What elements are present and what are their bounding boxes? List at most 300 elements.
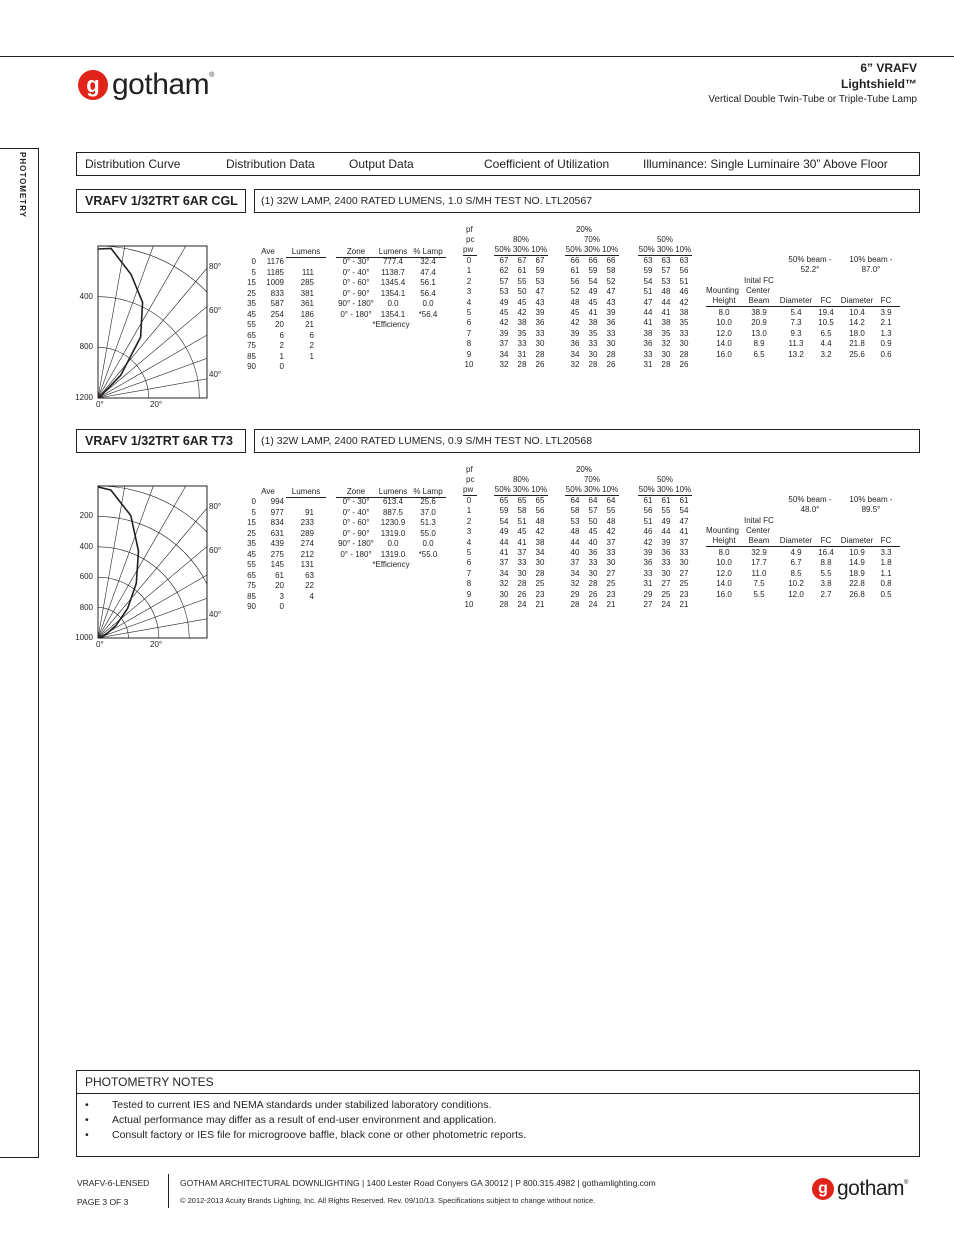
tab-distribution-data: Distribution Data [226,157,315,171]
cu-value: 47 [606,287,616,297]
cu-rcr: 9 [466,589,472,599]
cu-rcr: 4 [466,297,472,307]
illum-value: 10.9 [849,548,865,557]
dist-lumens: 22 [305,581,314,590]
cu-value: 51 [517,516,527,526]
cu-value: 62 [499,266,509,276]
cu-value: 28 [679,349,689,359]
cu-rcr: 3 [466,527,472,537]
output-header-zone: Zone [336,247,376,258]
cu-value: 27 [643,600,653,609]
cu-value: 39 [643,548,653,557]
cu-pw-label: pw [463,485,477,496]
cu-value: 41 [679,527,689,537]
radial-label: 800 [79,602,93,612]
beam-label: Beam [748,296,770,305]
dist-angle: 85 [247,351,256,361]
cu-value: 55 [661,506,671,516]
output-lamp: 37.0 [420,507,436,517]
cu-value: 58 [570,506,580,516]
model-name: VRAFV 1/32TRT 6AR T73 [85,434,233,448]
dist-header-lumens: Lumens [286,247,326,258]
output-lumens: 0.0 [387,299,399,308]
cu-value: 30 [535,339,545,349]
illum-value: 2.1 [880,318,892,328]
logo-wordmark: gotham [837,1177,905,1200]
cu-value: 57 [661,266,671,276]
cu-value: 26 [588,589,598,599]
cu-value: 57 [588,506,598,516]
cu-value: 39 [535,308,545,317]
product-title-line2: Lightshield™ [841,77,917,91]
initial-fc-label: Inital FC [744,276,774,285]
cu-value: 66 [570,256,580,265]
beam10-label: 10% beam - [849,255,893,264]
cu-value: 28 [588,579,598,589]
cu-value: 30 [679,558,689,568]
illum-value: 10.2 [788,579,804,589]
cu-value: 37 [499,339,509,349]
cu-rcr: 7 [466,328,472,338]
grid-ray [98,427,220,638]
dist-candela: 20 [275,320,284,329]
radial-label: 400 [79,291,93,301]
logo-icon: g [812,1178,834,1200]
cu-rcr: 2 [466,516,472,526]
cu-value: 41 [588,308,598,317]
cu-value: 56 [570,276,580,286]
cu-value: 38 [661,318,671,328]
cu-rcr: 3 [466,287,472,297]
dist-candela: 3 [279,591,284,601]
cu-value: 28 [517,360,527,369]
note-text: Actual performance may differ as a result of end-user environment and application. [112,1114,497,1126]
cu-value: 30 [661,349,671,359]
dist-angle: 0 [251,257,256,266]
cu-value: 65 [499,496,509,505]
angle-label: 80° [209,502,222,511]
cu-value: 42 [499,318,509,328]
illum-value: 22.8 [849,579,865,589]
illum-value: 25.6 [849,349,865,359]
cu-value: 30 [517,568,527,578]
angle-label: 60° [209,546,222,555]
cu-value: 47 [643,297,653,307]
product-subtitle: Vertical Double Twin-Tube or Triple-Tube Lamp [708,94,917,105]
output-zone: 0° - 180° [340,549,372,559]
cu-pw-subheader: 50% 30% 10% [565,485,619,496]
cu-value: 36 [588,548,598,557]
cu-value: 61 [661,496,671,505]
cu-value: 23 [535,589,545,599]
illum-value: 0.5 [880,589,892,599]
cu-pf-value: 20% [575,465,592,474]
beam10-label: 10% beam - [849,495,893,504]
dist-candela: 145 [270,560,284,569]
output-zone: 0° - 40° [342,507,370,517]
dist-candela: 439 [270,539,284,548]
output-lamp: 47.4 [420,267,436,277]
cu-rcr: 0 [466,256,472,265]
cu-value: 66 [588,256,598,265]
cu-rcr: 1 [466,506,472,516]
dist-angle: 5 [251,507,256,517]
cu-value: 37 [606,537,616,547]
cu-value: 50 [517,287,527,297]
cu-value: 26 [535,360,545,369]
cu-value: 49 [661,516,671,526]
cu-value: 34 [499,568,509,578]
cu-value: 41 [661,308,671,317]
output-lamp: 55.0 [420,528,436,538]
center-label: Center [746,286,771,295]
cu-value: 25 [535,579,545,589]
illum-value: 11.0 [751,568,767,578]
diameter-label: Diameter [840,296,874,305]
illum-value: 0.8 [880,579,892,589]
output-lumens: 613.4 [382,497,404,506]
cu-value: 33 [517,558,527,568]
cu-value: 58 [517,506,527,516]
cu-value: 49 [499,527,509,537]
cu-value: 27 [679,568,689,578]
cu-value: 27 [661,579,671,589]
height-label: Height [712,536,736,545]
angle-label-bottom: 0° [96,400,104,409]
output-zone: 0° - 40° [342,267,370,277]
beam50-value: 48.0° [800,505,820,514]
photometry-notes [76,1070,920,1157]
cu-value: 53 [535,276,545,286]
output-footnote: *Efficiency [372,320,410,329]
footer-divider [168,1174,169,1208]
logo-wordmark: gotham [112,68,210,101]
dist-lumens: 4 [309,591,314,601]
dist-lumens: 111 [301,267,314,277]
cu-value: 48 [570,527,580,537]
fc-label: FC [820,536,832,545]
output-header-lamp: % Lamp [410,247,446,258]
dist-header-ave: Ave [261,487,275,496]
cu-value: 30 [499,589,509,599]
dist-angle: 15 [247,278,256,287]
cu-value: 28 [661,360,671,369]
illum-value: 3.9 [880,308,892,317]
dist-candela: 2 [279,341,284,350]
illum-value: 8.5 [790,568,802,578]
note-item [85,1099,491,1111]
cu-value: 45 [517,297,527,307]
cu-pc-group: 50% [656,475,673,484]
cu-value: 24 [588,600,598,609]
note-text: Consult factory or IES file for microgroove baffle, black cone or other photometric reports. [112,1129,527,1141]
dist-candela: 0 [279,602,284,611]
radial-label: 600 [79,572,93,582]
cu-value: 55 [606,506,616,516]
cu-value: 30 [535,558,545,568]
cu-value: 61 [517,266,527,276]
illum-value: 3.3 [880,548,892,557]
illum-value: 14.0 [716,579,732,589]
notes-title: PHOTOMETRY NOTES [85,1075,214,1089]
illum-value: 6.5 [753,349,765,359]
cu-value: 38 [679,308,689,317]
cu-value: 63 [661,256,671,265]
illum-value: 6.5 [820,328,832,338]
beam10-value: 89.5° [861,505,881,514]
dist-candela: 994 [270,497,284,506]
cu-value: 28 [570,600,580,609]
fc-label: FC [820,296,832,305]
dist-angle: 65 [247,570,256,580]
cu-value: 32 [661,339,671,349]
output-zone: 0° - 30° [342,497,370,506]
cu-value: 40 [570,548,580,557]
illum-value: 12.0 [716,328,732,338]
dist-candela: 834 [270,518,284,527]
cu-pw-subheader: 50% 30% 10% [494,485,548,496]
dist-lumens: 21 [305,320,314,329]
product-title-line1: 6” VRAFV [860,61,917,75]
tab-illuminance: Illuminance: Single Luminaire 30” Above Floor [643,157,888,171]
test-description-text: (1) 32W LAMP, 2400 RATED LUMENS, 1.0 S/MH TEST NO. LTL20567 [261,195,593,207]
cu-value: 34 [570,568,580,578]
cu-value: 38 [588,318,598,328]
cu-value: 28 [535,568,545,578]
cu-value: 33 [588,558,598,568]
cu-value: 42 [535,527,545,537]
illum-value: 1.3 [880,328,892,338]
cu-rcr: 5 [466,308,472,317]
cu-value: 40 [588,537,598,547]
mounting-label: Mounting [706,286,739,295]
cu-value: 28 [535,349,545,359]
dist-header-lumens: Lumens [286,487,326,498]
cu-value: 43 [606,297,616,307]
beam-label: Beam [748,536,770,545]
fc-label: FC [880,536,892,545]
illum-value: 8.9 [753,339,765,349]
dist-candela: 275 [270,549,284,559]
output-lamp: 25.6 [420,497,436,506]
output-lamp: 56.1 [420,278,436,287]
cu-value: 31 [643,579,653,589]
cu-value: 36 [570,339,580,349]
model-name: VRAFV 1/32TRT 6AR CGL [85,194,238,208]
dist-lumens: 1 [309,351,314,361]
cu-value: 44 [661,527,671,537]
cu-pc-group: 70% [583,475,600,484]
dist-angle: 25 [247,528,256,538]
cu-value: 28 [499,600,509,609]
illum-value: 14.2 [849,318,865,328]
cu-value: 37 [517,548,527,557]
dist-lumens: 274 [300,539,314,548]
dist-angle: 75 [247,581,256,590]
cu-value: 26 [679,360,689,369]
cu-value: 45 [588,297,598,307]
dist-candela: 977 [270,507,284,517]
illum-value: 4.4 [820,339,832,349]
cu-value: 41 [499,548,509,557]
cu-value: 61 [643,496,653,505]
cu-pc-group: 80% [512,235,529,244]
cu-value: 30 [606,339,616,349]
diameter-label: Diameter [779,296,813,305]
cu-value: 33 [606,328,616,338]
output-zone: 90° - 180° [338,539,374,548]
illum-value: 10.5 [818,318,834,328]
dist-angle: 5 [251,267,256,277]
cu-value: 25 [606,579,616,589]
cu-value: 63 [679,256,689,265]
cu-value: 61 [570,266,580,276]
mounting-label: Mounting [706,526,739,535]
cu-value: 59 [499,506,509,516]
output-zone: 0° - 60° [342,518,370,527]
cu-value: 27 [606,568,616,578]
cu-value: 53 [570,516,580,526]
output-zone: 0° - 90° [342,288,370,298]
dist-candela: 833 [270,288,284,298]
cu-rcr: 2 [466,276,472,286]
test-description-text: (1) 32W LAMP, 2400 RATED LUMENS, 0.9 S/MH TEST NO. LTL20568 [261,435,593,447]
radial-label: 1000 [75,633,93,642]
cu-value: 48 [661,287,671,297]
center-label: Center [746,526,771,535]
cu-value: 56 [535,506,545,516]
fc-label: FC [880,296,892,305]
dist-candela: 1185 [266,267,284,277]
initial-fc-label: Inital FC [744,516,774,525]
cu-value: 33 [661,558,671,568]
diameter-label: Diameter [779,536,813,545]
dist-candela: 1176 [266,257,284,266]
cu-rcr: 4 [466,537,472,547]
illum-value: 32.9 [751,548,767,557]
output-header-lumens: Lumens [376,247,410,258]
company-info: GOTHAM ARCHITECTURAL DOWNLIGHTING | 1400 Lester Road Conyers GA 30012 | P 800.315.4982 | gothamlighting.com [180,1178,656,1188]
cu-value: 23 [679,589,689,599]
cu-value: 51 [643,516,653,526]
cu-value: 35 [679,318,689,328]
cu-value: 54 [643,276,653,286]
cu-value: 63 [643,256,653,265]
cu-value: 44 [661,297,671,307]
cu-value: 35 [588,328,598,338]
cu-value: 57 [499,276,509,286]
cu-value: 59 [588,266,598,276]
cu-rcr: 10 [464,360,474,369]
dist-lumens: 289 [300,528,314,538]
dist-lumens: 131 [300,560,314,569]
illum-value: 17.7 [751,558,767,568]
cu-value: 54 [679,506,689,516]
cu-pw-subheader: 50% 30% 10% [638,245,692,256]
dist-angle: 65 [247,330,256,340]
illum-value: 7.5 [753,579,765,589]
cu-value: 49 [588,287,598,297]
cu-value: 56 [679,266,689,276]
dist-lumens: 233 [300,518,314,527]
cu-value: 39 [661,537,671,547]
cu-value: 39 [606,308,616,317]
doc-code: VRAFV-6-LENSED [77,1178,150,1188]
dist-angle: 90 [247,362,256,371]
illum-value: 12.0 [788,589,804,599]
radial-label: 400 [79,541,93,551]
cu-value: 67 [517,256,527,265]
output-zone: 0° - 60° [342,278,370,287]
illum-value: 2.7 [820,589,832,599]
cu-value: 42 [570,318,580,328]
output-zone: 90° - 180° [338,299,374,308]
illum-value: 38.9 [751,308,767,317]
cu-pf-label: pf [466,225,473,234]
output-lumens: 1138.7 [381,267,405,277]
cu-value: 46 [679,287,689,297]
cu-value: 41 [517,537,527,547]
registered-mark: ® [904,1180,909,1186]
output-lumens: 1319.0 [380,528,406,538]
copyright: © 2012-2013 Acuity Brands Lighting, Inc. All Rights Reserved. Rev. 09/10/13. Specifications subject to change without notice. [180,1196,596,1205]
cu-value: 67 [499,256,509,265]
dist-candela: 0 [279,362,284,371]
illum-value: 5.5 [753,589,765,599]
beam50-value: 52.2° [800,265,820,274]
cu-value: 26 [606,360,616,369]
cu-value: 42 [606,527,616,537]
dist-lumens: 6 [309,330,314,340]
dist-angle: 75 [247,341,256,350]
cu-pc-label: pc [466,475,475,484]
logo-icon: g [78,70,108,100]
illum-value: 8.0 [718,548,730,557]
angle-label-bottom: 0° [96,640,104,649]
dist-candela: 1 [279,351,284,361]
illum-value: 19.4 [818,308,834,317]
dist-lumens: 63 [305,570,314,580]
cu-value: 51 [679,276,689,286]
cu-value: 30 [588,349,598,359]
output-lumens: 0.0 [387,539,399,548]
illum-value: 10.0 [716,318,732,328]
cu-rcr: 10 [464,600,474,609]
cu-value: 30 [661,568,671,578]
registered-mark: ® [209,72,215,79]
angle-label-bottom: 20° [150,400,163,409]
dist-lumens: 2 [309,341,314,350]
illum-value: 26.8 [849,589,865,599]
cu-value: 54 [588,276,598,286]
cu-value: 55 [517,276,527,286]
output-header-lumens: Lumens [376,487,410,498]
dist-angle: 15 [247,518,256,527]
illum-value: 4.9 [790,548,802,557]
cu-value: 51 [643,287,653,297]
cu-value: 48 [535,516,545,526]
bullet: • [85,1099,89,1111]
cu-value: 59 [535,266,545,276]
illum-value: 14.9 [849,558,865,568]
cu-value: 21 [679,600,689,609]
cu-value: 47 [679,516,689,526]
dist-angle: 25 [247,288,256,298]
cu-value: 37 [679,537,689,547]
dist-candela: 20 [275,581,284,590]
illum-value: 16.0 [716,589,732,599]
cu-value: 32 [499,579,509,589]
